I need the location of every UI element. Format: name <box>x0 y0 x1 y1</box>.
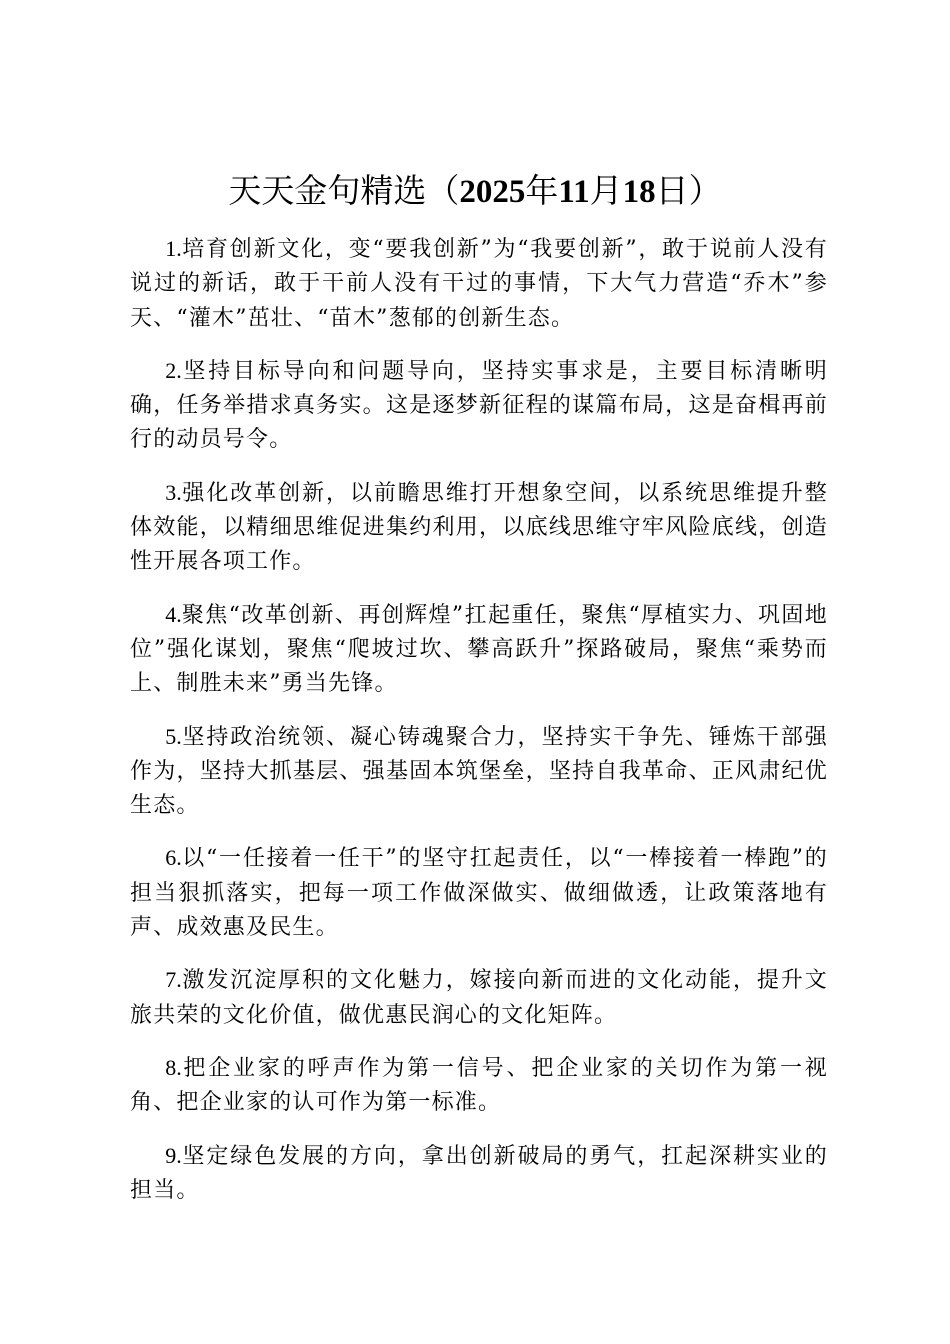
quote-paragraph-9 <box>130 1139 828 1209</box>
quote-number: 1. <box>165 236 182 261</box>
quote-paragraph-7 <box>130 963 828 1033</box>
quote-text: 培育创新文化，变“要我创新”为“我要创新”，敢于说前人没有说过的新话，敢于干前人没有干过的事情，下大气力营造“乔木”参天、“灌木”茁壮、“苗木”葱郁的创新生态。 <box>130 237 828 331</box>
quote-text: 聚焦“改革创新、再创辉煌”扛起重任，聚焦“厚植实力、巩固地位”强化谋划，聚焦“爬坡过坎、攀高跃升”探路破局，聚焦“乘势而上、制胜未来”勇当先锋。 <box>130 602 828 697</box>
quote-number: 4. <box>165 601 182 627</box>
quote-text: 坚持政治统领、凝心铸魂聚合力，坚持实干争先、锤炼干部强作为，坚持大抓基层、强基固本筑堡垒，坚持自我革命、正风肃纪优生态。 <box>130 724 828 819</box>
quote-number: 7. <box>165 967 182 993</box>
quote-text: 坚持目标导向和问题导向，坚持实事求是，主要目标清晰明确，任务举措求真务实。这是逐梦新征程的谋篇布局，这是奋楫再前行的动员号令。 <box>130 358 828 453</box>
quote-number: 8. <box>165 1054 182 1080</box>
title-prefix: 天天金句精选（ <box>228 171 460 210</box>
quote-number: 6. <box>165 845 182 871</box>
quote-paragraph-2 <box>130 354 828 458</box>
title-month-unit: 月 <box>589 171 623 210</box>
quote-number: 2. <box>165 357 182 383</box>
quote-number: 5. <box>165 723 182 749</box>
quote-paragraph-8 <box>130 1051 828 1121</box>
quote-text: 坚定绿色发展的方向，拿出创新破局的勇气，扛起深耕实业的担当。 <box>130 1143 828 1203</box>
title-year-unit: 年 <box>525 171 559 210</box>
quote-paragraph-5 <box>130 720 828 824</box>
quote-text: 以“一任接着一任干”的坚守扛起责任，以“一棒接着一棒跑”的担当狠抓落实，把每一项工作做深做实、做细做透，让政策落地有声、成效惠及民生。 <box>130 846 828 941</box>
quote-paragraph-1 <box>130 232 828 336</box>
title-month: 11 <box>558 174 590 210</box>
quote-text: 把企业家的呼声作为第一信号、把企业家的关切作为第一视角、把企业家的认可作为第一标准。 <box>130 1055 828 1116</box>
quote-number: 9. <box>165 1142 182 1168</box>
quote-number: 3. <box>165 479 182 505</box>
title-day: 18 <box>622 174 656 210</box>
quote-text: 激发沉淀厚积的文化魅力，嫁接向新而进的文化动能，提升文旅共荣的文化价值，做优惠民润心的文化矩阵。 <box>130 968 828 1028</box>
quote-text: 强化改革创新，以前瞻思维打开想象空间，以系统思维提升整体效能，以精细思维促进集约利用，以底线思维守牢风险底线，创造性开展各项工作。 <box>130 480 828 575</box>
quote-paragraph-4 <box>130 598 828 702</box>
quote-paragraph-3 <box>130 476 828 580</box>
page-title <box>0 168 950 215</box>
quote-list <box>130 232 828 1226</box>
quote-paragraph-6 <box>130 841 828 945</box>
title-day-unit: 日） <box>655 171 722 210</box>
title-year: 2025 <box>459 174 526 210</box>
